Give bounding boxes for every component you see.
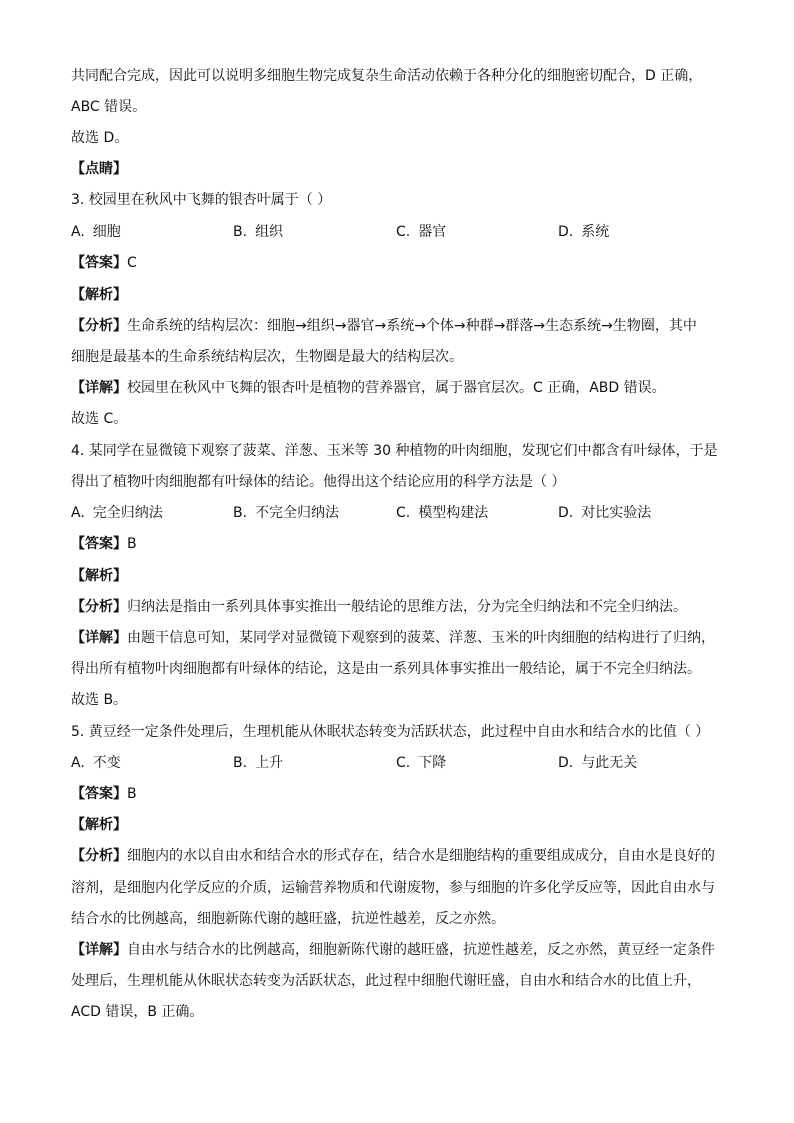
section-text: 由题干信息可知，某同学对显微镜下观察到的菠菜、洋葱、玉米的叶肉细胞的结构进行了归纳， [127,630,715,646]
q5-option-b [233,753,283,773]
q3-answer [71,253,137,273]
q5-fenxi-line-2: 溶剂，是细胞内化学反应的介质，运输营养物质和代谢废物，参与细胞的许多化学反应等，因此自由水与 [71,880,715,896]
option-letter: C. [396,224,411,240]
option-letter: B. [233,224,248,240]
q4-option-d [558,503,651,523]
option-text: 不完全归纳法 [255,505,340,521]
q5-xiangjie-line-1 [71,940,715,960]
q5-option-d [558,753,637,773]
q5-stem: 5. 黄豆经一定条件处理后，生理机能从休眠状态转变为活跃状态，此过程中自由水和结合水的比值（ ） [71,724,710,740]
dianjing-heading [71,159,127,179]
section-tag: 【解析】 [71,817,127,833]
q5-option-c [396,753,446,773]
intro-line-2: ABC 错误。 [71,99,147,115]
section-tag: 【答案】 [71,536,127,552]
q4-option-b [233,503,339,523]
option-text: 对比实验法 [581,505,652,521]
option-letter: B. [233,755,248,771]
section-text: C [127,255,137,271]
q3-option-a [71,222,121,242]
option-text: 细胞 [92,224,121,240]
option-letter: C. [396,505,411,521]
q5-fenxi-line-1 [71,846,715,866]
section-tag: 【详解】 [71,630,127,646]
q4-choose: 故选 B。 [71,692,128,708]
q3-fenxi-line-2: 细胞是最基本的生命系统结构层次，生物圈是最大的结构层次。 [71,349,463,365]
option-letter: D. [558,755,574,771]
section-text: B [127,786,137,802]
section-text: 细胞内的水以自由水和结合水的形式存在，结合水是细胞结构的重要组成成分，自由水是良好的 [127,848,715,864]
section-tag: 【答案】 [71,786,127,802]
option-letter: A. [71,224,85,240]
q5-answer [71,784,137,804]
section-tag: 【解析】 [71,287,127,303]
q4-xiangjie-line-1 [71,628,715,648]
q4-fenxi-line-1 [71,597,687,617]
section-tag: 【分析】 [71,599,127,615]
q3-option-b [233,222,283,242]
option-letter: A. [71,505,85,521]
q5-fenxi-line-3: 结合水的比例越高，细胞新陈代谢的越旺盛，抗逆性越差，反之亦然。 [71,911,505,927]
section-tag: 【点睛】 [71,161,127,177]
option-letter: A. [71,755,85,771]
section-tag: 【答案】 [71,255,127,271]
section-tag: 【详解】 [71,380,127,396]
q3-option-c [396,222,446,242]
q5-analysis-title [71,815,127,835]
q4-option-c [396,503,488,523]
q4-answer [71,534,137,554]
q3-xiangjie-line-1 [71,378,666,398]
q3-stem: 3. 校园里在秋风中飞舞的银杏叶属于（ ） [71,192,332,208]
option-text: 器官 [418,224,447,240]
option-text: 完全归纳法 [92,505,163,521]
option-text: 系统 [581,224,610,240]
section-text: 生命系统的结构层次：细胞→组织→器官→系统→个体→种群→群落→生态系统→生物圈，其中 [127,318,697,334]
intro-line-1: 共同配合完成，因此可以说明多细胞生物完成复杂生命活动依赖于各种分化的细胞密切配合，D 正确， [71,68,703,84]
option-text: 与此无关 [581,755,638,771]
q5-xiangjie-line-2: 处理后，生理机能从休眠状态转变为活跃状态，此过程中细胞代谢旺盛，自由水和结合水的比值上升， [71,973,701,989]
q4-stem-line-1: 4. 某同学在显微镜下观察了菠菜、洋葱、玉米等 30 种植物的叶肉细胞，发现它们中都含有叶绿体，于是 [71,443,718,459]
q4-option-a [71,503,163,523]
section-tag: 【分析】 [71,318,127,334]
section-text: 校园里在秋风中飞舞的银杏叶是植物的营养器官，属于器官层次。C 正确，ABD 错误。 [127,380,666,396]
section-tag: 【分析】 [71,848,127,864]
q4-stem-line-2: 得出了植物叶肉细胞都有叶绿体的结论。他得出这个结论应用的科学方法是（ ） [71,474,566,490]
section-tag: 【详解】 [71,942,127,958]
option-text: 下降 [418,755,447,771]
option-text: 组织 [255,224,284,240]
intro-choose: 故选 D。 [71,130,129,146]
option-text: 上升 [255,755,284,771]
section-text: 自由水与结合水的比例越高，细胞新陈代谢的越旺盛，抗逆性越差，反之亦然，黄豆经一定条件 [127,942,715,958]
section-text: 归纳法是指由一系列具体事实推出一般结论的思维方法，分为完全归纳法和不完全归纳法。 [127,599,687,615]
q5-xiangjie-line-3: ACD 错误，B 正确。 [71,1004,204,1020]
option-text: 不变 [92,755,121,771]
q3-analysis-title [71,285,127,305]
q3-option-d [558,222,609,242]
q4-analysis-title [71,566,127,586]
section-tag: 【解析】 [71,568,127,584]
option-letter: D. [558,505,574,521]
q5-option-a [71,753,121,773]
q4-xiangjie-line-2: 得出所有植物叶肉细胞都有叶绿体的结论，这是由一系列具体事实推出一般结论，属于不完全归纳法。 [71,661,701,677]
option-text: 模型构建法 [418,505,489,521]
option-letter: D. [558,224,574,240]
section-text: B [127,536,137,552]
q3-choose: 故选 C。 [71,411,128,427]
q3-fenxi-line-1 [71,316,697,336]
option-letter: C. [396,755,411,771]
option-letter: B. [233,505,248,521]
